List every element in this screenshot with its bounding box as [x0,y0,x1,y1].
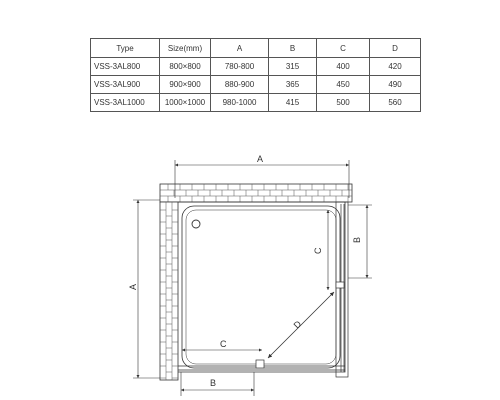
cell-size: 800×800 [160,58,211,76]
cell-size: 1000×1000 [160,94,211,112]
cell-b: 315 [269,58,317,76]
label-b-bottom: B [210,378,217,388]
top-brick-wall [160,184,352,202]
right-door-frame [336,202,348,377]
cell-d: 490 [370,76,421,94]
column-header-size: Size(mm) [160,39,211,58]
cell-c: 450 [317,76,370,94]
cell-type: VSS-3AL1000 [91,94,160,112]
cell-c: 500 [317,94,370,112]
column-header-d: D [370,39,421,58]
label-c-right: C [313,247,323,254]
cell-b: 415 [269,94,317,112]
cell-size: 900×900 [160,76,211,94]
label-a-top: A [257,154,264,164]
dimension-b-bottom [181,372,254,396]
column-header-a: A [211,39,269,58]
cell-type: VSS-3AL900 [91,76,160,94]
label-c-bottom: C [220,339,227,349]
cell-c: 400 [317,58,370,76]
label-a-left: A [128,283,138,290]
column-header-b: B [269,39,317,58]
cell-a: 780-800 [211,58,269,76]
left-brick-wall [160,202,178,380]
drain-icon [192,220,200,228]
cell-a: 880-900 [211,76,269,94]
bottom-door-frame [178,360,345,370]
cell-b: 365 [269,76,317,94]
label-d: D [291,318,304,331]
label-b-right: B [352,236,362,243]
column-header-type: Type [91,39,160,58]
cell-type: VSS-3AL800 [91,58,160,76]
column-header-c: C [317,39,370,58]
cell-d: 560 [370,94,421,112]
cell-d: 420 [370,58,421,76]
shower-tray [178,202,345,372]
cell-a: 980-1000 [211,94,269,112]
